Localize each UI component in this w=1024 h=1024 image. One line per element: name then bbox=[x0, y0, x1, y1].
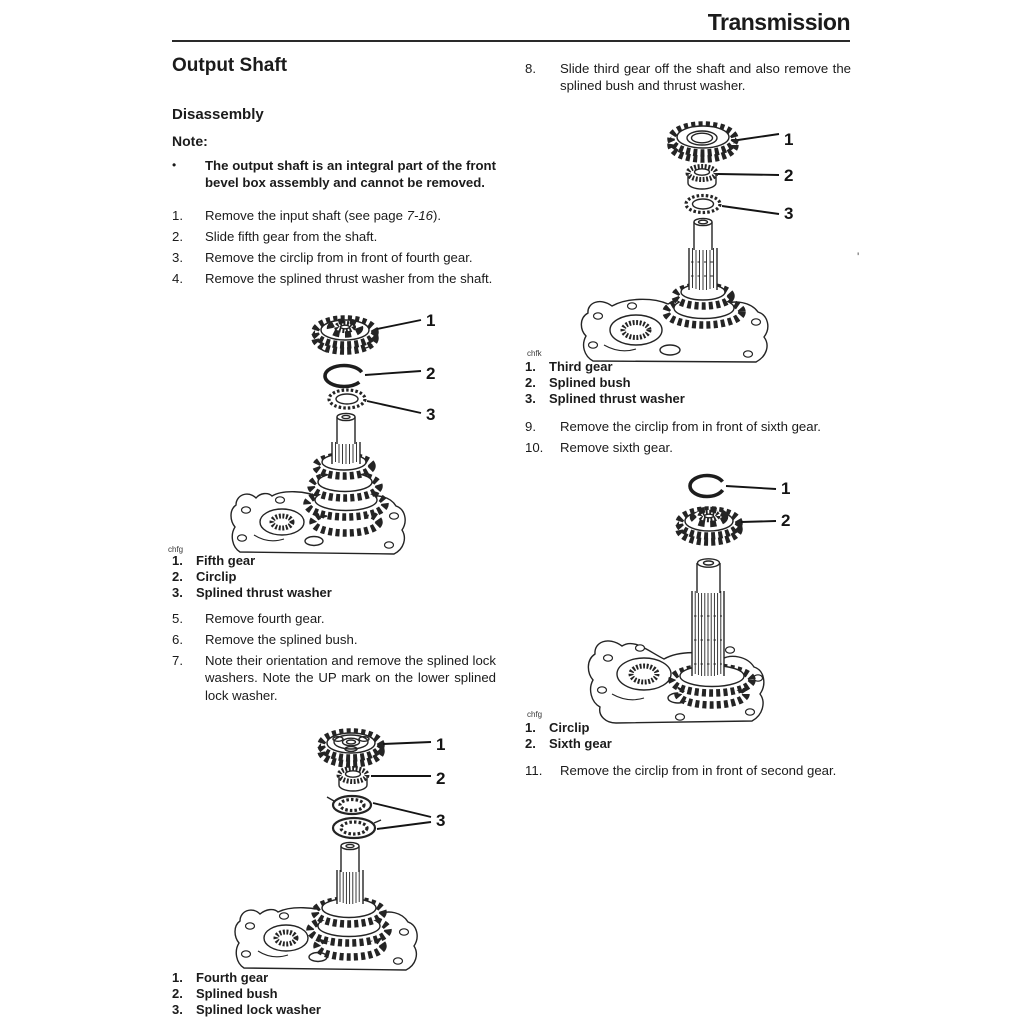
step-number: 7. bbox=[172, 653, 183, 668]
step-8-block bbox=[525, 60, 851, 98]
legend-item bbox=[525, 720, 612, 736]
step-10 bbox=[525, 439, 851, 456]
circlip-drawing bbox=[690, 476, 724, 497]
step-number: 2. bbox=[172, 229, 183, 244]
legend-number: 3. bbox=[172, 585, 183, 600]
callout-leader bbox=[722, 206, 779, 214]
output-shaft-drawing bbox=[332, 413, 360, 464]
step-4 bbox=[172, 270, 496, 287]
output-shaft-drawing bbox=[692, 559, 724, 676]
step-number: 3. bbox=[172, 250, 183, 265]
legend-label: Fourth gear bbox=[196, 970, 269, 985]
output-shaft-drawing bbox=[689, 218, 717, 290]
note-bullet-item bbox=[172, 157, 496, 192]
page-reference: 7-16 bbox=[406, 208, 434, 223]
step-text: Slide fifth gear from the shaft. bbox=[205, 229, 378, 244]
legend-number: 1. bbox=[525, 359, 536, 374]
step-text: Remove sixth gear. bbox=[560, 440, 673, 455]
fourth-gear-figure bbox=[228, 716, 468, 974]
step-text: Slide third gear off the shaft and also remove the splined bush and thrust washer. bbox=[560, 61, 851, 94]
callout-leader bbox=[373, 803, 431, 817]
legend-label: Circlip bbox=[549, 720, 590, 735]
step-text: Remove the circlip from in front of fourth gear. bbox=[205, 250, 473, 265]
legend-item bbox=[172, 1002, 321, 1018]
steps-1-4 bbox=[172, 207, 496, 291]
step-11 bbox=[525, 762, 855, 779]
callout-1: 1 bbox=[781, 479, 791, 498]
step-text: Remove the circlip from in front of sixth gear. bbox=[560, 419, 821, 434]
scan-artifact: ' bbox=[857, 250, 860, 264]
legend-label: Splined thrust washer bbox=[196, 585, 332, 600]
legend-number: 1. bbox=[525, 720, 536, 735]
sixth-gear-drawing bbox=[679, 510, 739, 542]
callout-2: 2 bbox=[426, 364, 436, 383]
callout-leader bbox=[367, 401, 421, 413]
legend-item bbox=[525, 391, 685, 407]
step-number: 1. bbox=[172, 208, 183, 223]
step-number: 4. bbox=[172, 271, 183, 286]
legend-number: 3. bbox=[172, 1002, 183, 1017]
step-7 bbox=[172, 652, 496, 704]
figure-code: chfg bbox=[168, 545, 184, 554]
splined-thrust-washer-drawing bbox=[329, 390, 365, 408]
legend-number: 2. bbox=[172, 986, 183, 1001]
fig4-legend bbox=[525, 720, 612, 752]
legend-item bbox=[525, 359, 685, 375]
callout-leader bbox=[738, 134, 779, 140]
fifth-gear-drawing bbox=[315, 319, 375, 352]
callout-1: 1 bbox=[436, 735, 446, 754]
splined-bush-drawing bbox=[339, 769, 367, 792]
legend-item bbox=[172, 553, 332, 569]
steps-5-7 bbox=[172, 610, 496, 708]
splined-bush-drawing bbox=[688, 167, 716, 190]
figure-code: chfk bbox=[527, 349, 542, 358]
callout-leader bbox=[718, 174, 779, 175]
step-9 bbox=[525, 418, 851, 435]
bullet-glyph: • bbox=[172, 158, 177, 172]
callout-1: 1 bbox=[784, 130, 794, 149]
header-rule bbox=[172, 40, 850, 42]
step-1 bbox=[172, 207, 496, 224]
third-gear-figure bbox=[560, 112, 860, 364]
step-11-block bbox=[525, 762, 855, 783]
callout-leader bbox=[365, 371, 421, 375]
callout-leader bbox=[726, 486, 776, 489]
callout-leader bbox=[377, 822, 431, 829]
legend-label: Splined thrust washer bbox=[549, 391, 685, 406]
legend-number: 1. bbox=[172, 970, 183, 985]
legend-item bbox=[172, 585, 332, 601]
steps-9-10 bbox=[525, 418, 851, 460]
circlip-drawing bbox=[325, 366, 363, 387]
fig3-legend bbox=[525, 359, 685, 407]
callout-1: 1 bbox=[426, 311, 436, 330]
legend-item bbox=[172, 569, 332, 585]
note-text: The output shaft is an integral part of the front bevel box assembly and cannot be removed. bbox=[205, 158, 496, 191]
legend-label: Third gear bbox=[549, 359, 613, 374]
fifth-gear-figure bbox=[226, 302, 461, 557]
figure-callouts bbox=[365, 311, 435, 424]
step-number: 11. bbox=[525, 763, 543, 778]
callout-leader bbox=[383, 742, 431, 744]
legend-number: 2. bbox=[525, 375, 536, 390]
legend-number: 2. bbox=[525, 736, 536, 751]
step-number: 10. bbox=[525, 440, 544, 455]
legend-number: 2. bbox=[172, 569, 183, 584]
output-shaft-drawing bbox=[337, 842, 363, 904]
step-text: Remove fourth gear. bbox=[205, 611, 325, 626]
step-8 bbox=[525, 60, 851, 95]
step-number: 5. bbox=[172, 611, 183, 626]
step-text: Remove the splined thrust washer from the shaft. bbox=[205, 271, 493, 286]
figure-code: chfg bbox=[527, 710, 543, 719]
legend-label: Splined lock washer bbox=[196, 1002, 321, 1017]
step-2 bbox=[172, 228, 496, 245]
legend-label: Circlip bbox=[196, 569, 237, 584]
step-text-pre: Remove the input shaft (see page bbox=[205, 208, 407, 223]
third-gear-drawing bbox=[671, 125, 735, 159]
callout-2: 2 bbox=[436, 769, 446, 788]
subsection-title: Disassembly bbox=[172, 106, 264, 123]
fourth-gear-drawing bbox=[321, 732, 381, 764]
callout-leader bbox=[377, 320, 421, 329]
gear-cluster-drawing bbox=[666, 284, 742, 325]
step-3 bbox=[172, 249, 496, 266]
callout-2: 2 bbox=[784, 166, 794, 185]
step-5 bbox=[172, 610, 496, 627]
step-number: 9. bbox=[525, 419, 536, 434]
legend-number: 3. bbox=[525, 391, 536, 406]
legend-label: Sixth gear bbox=[549, 736, 612, 751]
legend-item bbox=[172, 970, 321, 986]
callout-leader bbox=[741, 521, 776, 522]
step-text-post: ). bbox=[433, 208, 442, 223]
legend-item bbox=[525, 375, 685, 391]
step-text bbox=[205, 207, 496, 224]
sixth-gear-figure bbox=[560, 466, 860, 726]
callout-2: 2 bbox=[781, 511, 791, 530]
note-label: Note: bbox=[172, 133, 208, 149]
splined-lock-washers-drawing bbox=[327, 796, 381, 838]
fig1-legend bbox=[172, 553, 332, 601]
legend-label: Fifth gear bbox=[196, 553, 256, 568]
callout-3: 3 bbox=[784, 204, 794, 223]
step-6 bbox=[172, 631, 496, 648]
legend-item bbox=[525, 736, 612, 752]
callout-3: 3 bbox=[436, 811, 446, 830]
callout-3: 3 bbox=[426, 405, 436, 424]
legend-label: Splined bush bbox=[196, 986, 278, 1001]
step-text: Note their orientation and remove the splined lock washers. Note the UP mark on the lower splined lock washer. bbox=[205, 653, 496, 703]
note-block bbox=[172, 157, 496, 195]
section-title: Output Shaft bbox=[172, 55, 288, 76]
legend-number: 1. bbox=[172, 553, 183, 568]
fig2-legend bbox=[172, 970, 321, 1018]
chapter-title: Transmission bbox=[707, 9, 850, 35]
legend-item bbox=[172, 986, 321, 1002]
step-text: Remove the splined bush. bbox=[205, 632, 358, 647]
legend-label: Splined bush bbox=[549, 375, 631, 390]
step-number: 8. bbox=[525, 61, 536, 76]
gear-cluster-drawing bbox=[307, 454, 385, 533]
gear-cluster-drawing bbox=[310, 899, 388, 958]
step-text: Remove the circlip from in front of second gear. bbox=[560, 763, 837, 778]
splined-thrust-washer-drawing bbox=[686, 196, 720, 213]
step-number: 6. bbox=[172, 632, 183, 647]
